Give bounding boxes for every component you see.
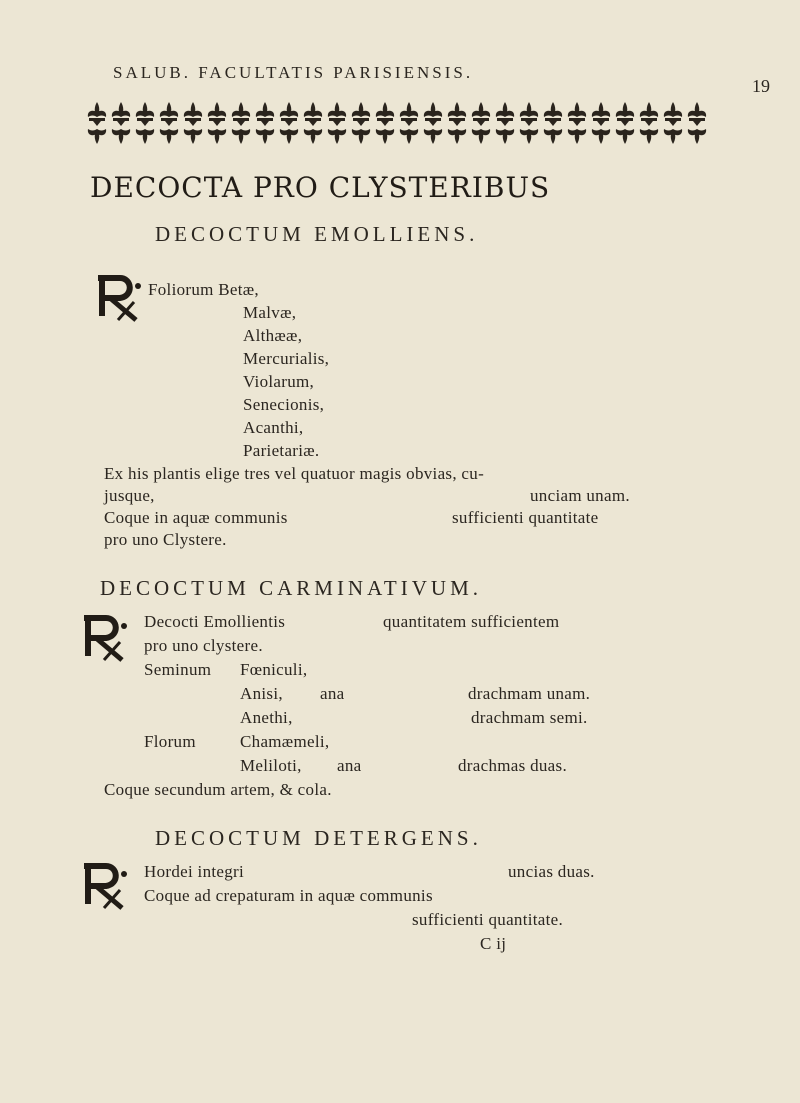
recipe-line: Fœniculi, — [240, 660, 308, 679]
ingredient: Parietariæ. — [243, 441, 320, 460]
recipe-line: Chamæmeli, — [240, 732, 330, 751]
ingredient: Violarum, — [243, 372, 315, 391]
recipe-line: Florum — [144, 732, 196, 751]
section-heading-detergens: DECOCTUM DETERGENS. — [155, 826, 482, 850]
recipe-line: ana — [337, 756, 362, 775]
recipe-line: Anethi, — [240, 708, 293, 727]
fleuron-ornament-band — [85, 100, 715, 148]
recipe-line: Seminum — [144, 660, 212, 679]
recipe-quantity: sufficienti quantitate. — [412, 910, 564, 929]
ingredient: Althææ, — [243, 326, 303, 345]
recipe-line: Decocti Emollientis — [144, 612, 286, 631]
recipe-line: Coque secundum artem, & cola. — [104, 780, 332, 799]
section-heading-carminativum: DECOCTUM CARMINATIVUM. — [100, 576, 483, 600]
recipe-quantity: drachmas duas. — [458, 756, 567, 775]
recipe-quantity: uncias duas. — [508, 862, 595, 881]
recipe-symbol-icon — [92, 272, 144, 324]
instruction-line: Ex his plantis elige tres vel quatuor magis obvias, cu- — [104, 464, 485, 483]
recipe-quantity: drachmam unam. — [468, 684, 591, 703]
ingredient: Acanthi, — [243, 418, 304, 437]
instruction-line: jusque, — [104, 486, 155, 505]
recipe-line: Anisi, — [240, 684, 283, 703]
recipe-line: pro uno clystere. — [144, 636, 263, 655]
running-head: SALUB. FACULTATIS PARISIENSIS. — [113, 63, 474, 82]
ingredient: Mercurialis, — [243, 349, 330, 368]
ingredient: Foliorum Betæ, — [148, 280, 259, 299]
instruction-line: Coque in aquæ communis — [104, 508, 288, 527]
instruction-quantity: unciam unam. — [530, 486, 630, 505]
recipe-line: Meliloti, — [240, 756, 302, 775]
recipe-line: Hordei integri — [144, 862, 245, 881]
ingredient: Senecionis, — [243, 395, 325, 414]
recipe-line: Coque ad crepaturam in aquæ communis — [144, 886, 433, 905]
recipe-symbol-icon — [78, 860, 130, 912]
recipe-quantity: drachmam semi. — [471, 708, 588, 727]
page-title: DECOCTA PRO CLYSTERIBUS — [90, 171, 551, 204]
recipe-symbol-icon — [78, 612, 130, 664]
recipe-line: ana — [320, 684, 345, 703]
instruction-line: pro uno Clystere. — [104, 530, 227, 549]
ingredient: Malvæ, — [243, 303, 297, 322]
section-heading-emolliens: DECOCTUM EMOLLIENS. — [155, 222, 479, 246]
signature-mark: C ij — [480, 934, 507, 953]
recipe-quantity: quantitatem sufficientem — [383, 612, 560, 631]
page-number: 19 — [752, 76, 770, 96]
instruction-quantity: sufficienti quantitate — [452, 508, 599, 527]
